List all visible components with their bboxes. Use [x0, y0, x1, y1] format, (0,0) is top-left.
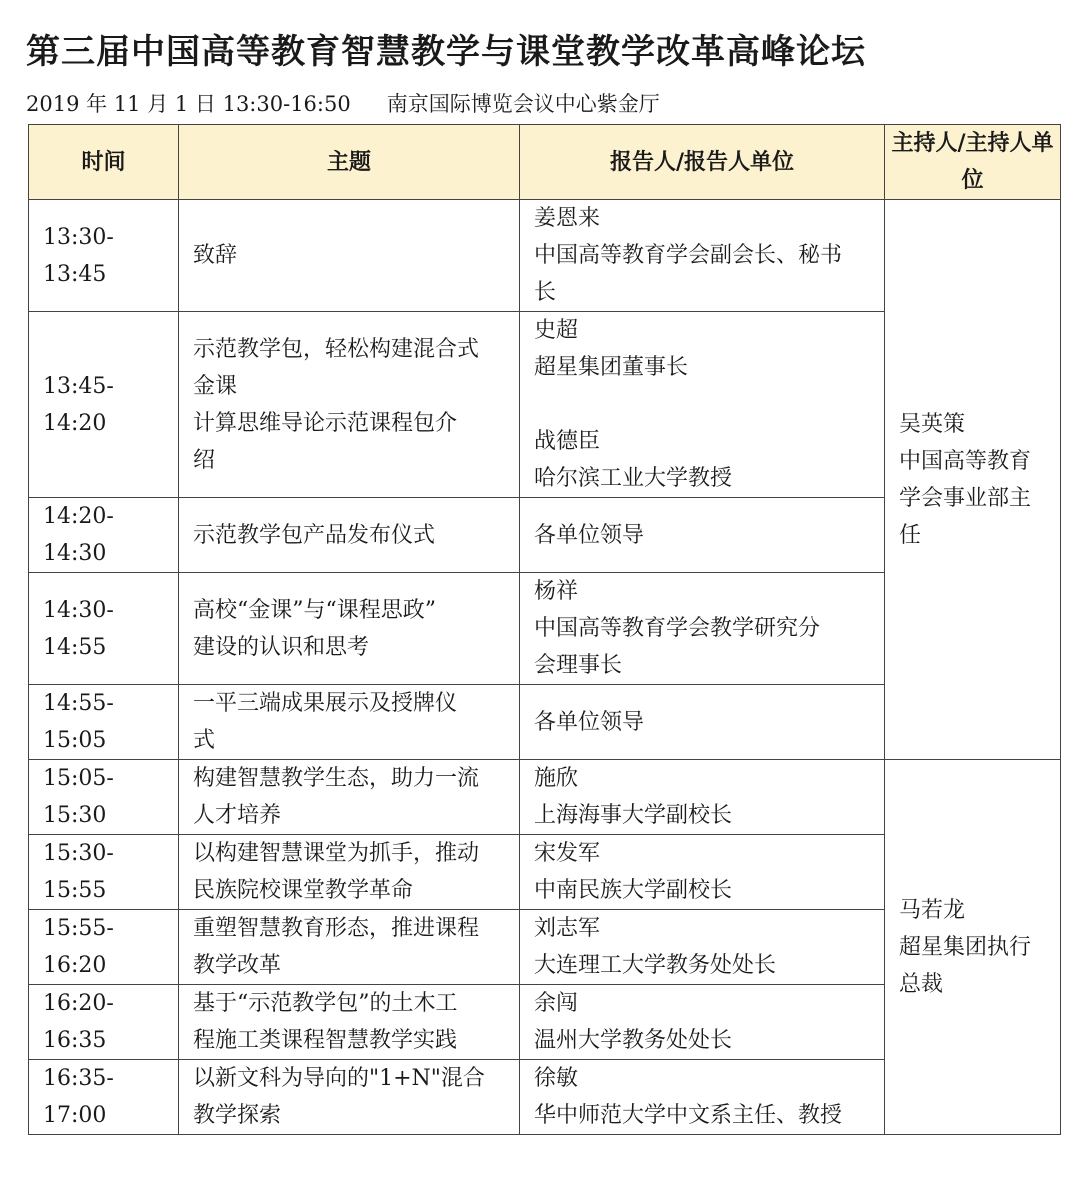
speaker-cell: 杨祥 中国高等教育学会教学研究分 会理事长 [520, 573, 885, 685]
time-cell: 14:55- 15:05 [29, 685, 179, 760]
time-cell: 15:30- 15:55 [29, 835, 179, 910]
speaker-cell: 各单位领导 [520, 685, 885, 760]
col-header-time: 时间 [29, 125, 179, 200]
table-row [29, 760, 1061, 835]
topic-cell: 示范教学包产品发布仪式 [179, 498, 520, 573]
spacer [534, 386, 870, 423]
topic-cell: 高校“金课”与“课程思政” 建设的认识和思考 [179, 573, 520, 685]
agenda-table [28, 124, 1061, 1135]
time-cell: 15:55- 16:20 [29, 910, 179, 985]
time-cell: 16:35- 17:00 [29, 1060, 179, 1135]
topic-cell: 致辞 [179, 200, 520, 312]
speaker-cell: 各单位领导 [520, 498, 885, 573]
table-row [29, 200, 1061, 312]
topic-cell: 以新文科为导向的"1+N"混合 教学探索 [179, 1060, 520, 1135]
topic-cell: 以构建智慧课堂为抓手，推动 民族院校课堂教学革命 [179, 835, 520, 910]
event-info [26, 88, 660, 118]
topic-cell: 基于“示范教学包”的土木工 程施工类课程智慧教学实践 [179, 985, 520, 1060]
page-title: 第三届中国高等教育智慧教学与课堂教学改革高峰论坛 [26, 32, 866, 72]
host-cell: 马若龙 超星集团执行 总裁 [885, 760, 1061, 1135]
col-header-topic: 主题 [179, 125, 520, 200]
col-header-host: 主持人/主持人单位 [885, 125, 1061, 200]
topic-cell: 构建智慧教学生态，助力一流 人才培养 [179, 760, 520, 835]
topic-cell: 重塑智慧教育形态，推进课程 教学改革 [179, 910, 520, 985]
speaker-cell: 施欣 上海海事大学副校长 [520, 760, 885, 835]
topic-cell: 示范教学包，轻松构建混合式 金课 计算思维导论示范课程包介 绍 [179, 312, 520, 498]
host-cell: 吴英策 中国高等教育 学会事业部主 任 [885, 200, 1061, 760]
speaker-cell: 姜恩来 中国高等教育学会副会长、秘书 长 [520, 200, 885, 312]
time-cell: 13:30- 13:45 [29, 200, 179, 312]
time-cell: 13:45- 14:20 [29, 312, 179, 498]
speaker-cell: 宋发军 中南民族大学副校长 [520, 835, 885, 910]
time-cell: 14:20- 14:30 [29, 498, 179, 573]
speaker-cell: 余闯 温州大学教务处处长 [520, 985, 885, 1060]
time-cell: 15:05- 15:30 [29, 760, 179, 835]
event-venue: 南京国际博览会议中心紫金厅 [386, 92, 660, 116]
header-row [29, 125, 1061, 200]
speaker-cell: 徐敏 华中师范大学中文系主任、教授 [520, 1060, 885, 1135]
col-header-speaker: 报告人/报告人单位 [520, 125, 885, 200]
speaker-cell: 史超 超星集团董事长 战德臣 哈尔滨工业大学教授 [520, 312, 885, 498]
speaker-cell: 刘志军 大连理工大学教务处处长 [520, 910, 885, 985]
topic-cell: 一平三端成果展示及授牌仪 式 [179, 685, 520, 760]
event-datetime: 2019 年 11 月 1 日 13:30-16:50 [26, 92, 351, 116]
time-cell: 16:20- 16:35 [29, 985, 179, 1060]
time-cell: 14:30- 14:55 [29, 573, 179, 685]
